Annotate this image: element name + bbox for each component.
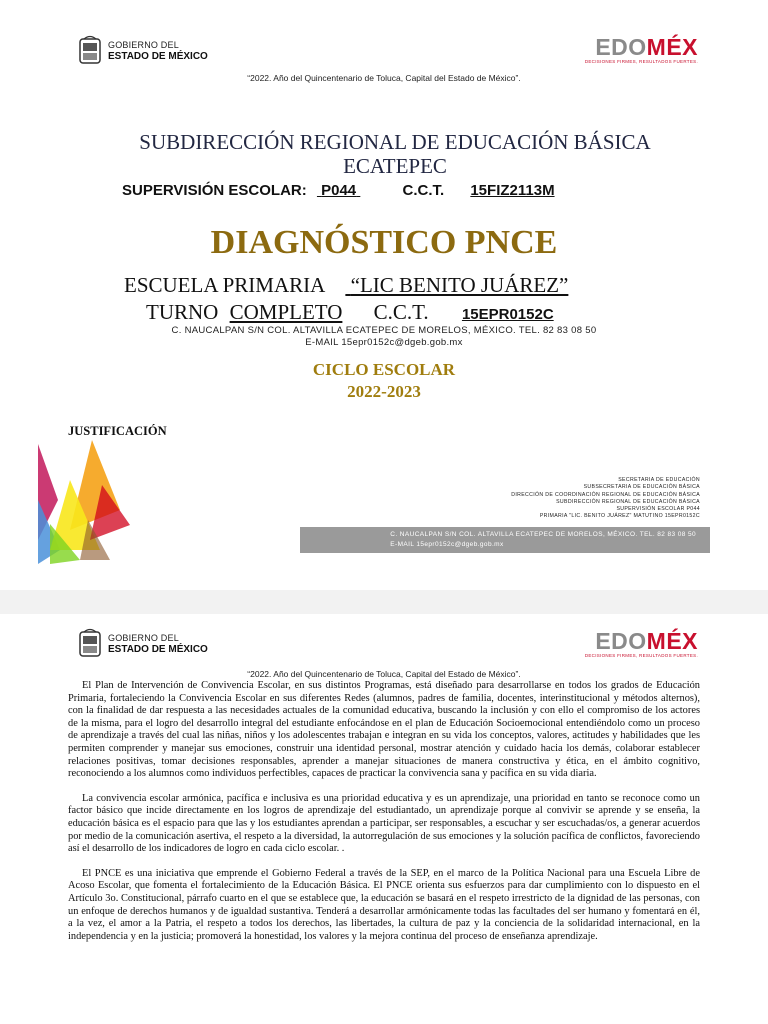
school-cct: 15EPR0152C xyxy=(461,306,554,323)
school-cct-label: C.C.T. xyxy=(373,300,429,324)
band-address: C. NAUCALPAN S/N COL. ALTAVILLA ECATEPEC DE MORELOS, MÉXICO. TEL. 82 83 08 50 xyxy=(390,531,696,538)
office-line: DIRECCIÓN DE COORDINACIÓN REGIONAL DE EDUCACIÓN BÁSICA xyxy=(511,491,700,498)
office-line: SECRETARIA DE EDUCACIÓN xyxy=(618,477,700,483)
edomex-logo xyxy=(585,36,698,64)
body-paragraph: El Plan de Intervención de Convivencia Escolar, en sus distintos Programas, está diseñado para desarrollarse en todos los grados de Educación Primaria, fortaleciendo la Convivencia Escolar en sus diferentes Redes (alumnos, padres de familia, docentes, interinstitucional y métodos alternos), con la finalidad de dar respuesta a las necesidades actuales de la comunidad educativa, buscando la inclusión y con ello el compromiso de los actores de la misma, para el logro del desarrollo integral del estudiante enfocándose en el plan de Educación Socioemocional entendiéndolo como un proceso de aprendizaje a través del cual las niñas, niños y los adolescentes trabajan e integran en su vida los conceptos, valores, actitudes y habilidades que les permiten comprender y manejar sus emociones, construir una identidad personal, mostrar atención y cuidado hacia los demás, colaborar establecer relaciones positivas, tomar decisiones responsables, aprender a manejar situaciones de manera constructiva y ética, en el ámbito cognitivo, reconociendo a los alumnos como individuos perfectibles, capaces de practicar la convivencia sana y pacífica en su vida diaria. xyxy=(68,680,700,780)
footer-band-text xyxy=(390,530,696,550)
escuela-label: ESCUELA PRIMARIA xyxy=(124,273,325,297)
school-address: C. NAUCALPAN S/N COL. ALTAVILLA ECATEPEC DE MORELOS, MÉXICO. TEL. 82 83 08 50 xyxy=(171,325,597,336)
supervision-cct: 15FIZ2113M xyxy=(470,182,555,199)
body-paragraph: El PNCE es una iniciativa que emprende el Gobierno Federal a través de la SEP, en el marco de la Política Nacional para una Escuela Libre de Acoso Escolar, que fomenta el fortalecimiento de la Educación Básica. El PNCE orienta sus esfuerzos para dar cumplimiento con lo dispuesto en el Artículo 3o. Constitucional, párrafo cuarto en el que se establece que, la educación se basará en el respeto irrestricto de la dignidad de las personas, con un enfoque de derechos humanos y de igualdad sustantiva. Tenderá a desarrollar armónicamente todas las facultades del ser humano y fomentará en él, a la vez, el amor a la Patria, el respeto a todos los derechos, las libertades, la cultura de paz y la conciencia de la solidaridad internacional, en la independencia y en la justicia; promoverá la honestidad, los valores y la mejora continua del proceso de enseñanza aprendizaje. xyxy=(68,867,700,942)
escuela-name: “LIC BENITO JUÁREZ” xyxy=(350,273,569,297)
office-line: SUPERVISIÓN ESCOLAR P044 xyxy=(616,506,700,513)
gov-logo-line1: GOBIERNO DEL xyxy=(108,633,179,643)
edomex-logo xyxy=(585,630,698,658)
subdireccion-line2: ECATEPEC xyxy=(343,154,447,178)
gov-logo-line1: GOBIERNO DEL xyxy=(108,40,179,50)
year-motto: “2022. Año del Quincentenario de Toluca, Capital del Estado de México”. xyxy=(247,73,521,83)
state-seal-icon xyxy=(78,628,102,660)
supervision-value: P044 xyxy=(321,182,357,199)
office-hierarchy-block xyxy=(511,477,700,521)
page-separator xyxy=(0,590,768,614)
edomex-word-a: EDO xyxy=(595,34,647,60)
year-motto: “2022. Año del Quincentenario de Toluca, Capital del Estado de México”. xyxy=(247,669,521,679)
band-email: E-MAIL 15epr0152c@dgeb.gob.mx xyxy=(390,541,504,548)
escuela-line xyxy=(124,273,568,298)
body-paragraph: La convivencia escolar armónica, pacífica e inclusiva es una prioridad educativa y es un aprendizaje, una prioridad en tanto se reconoce como un factor básico que incide directamente en los logros de aprendizaje del estudiantado, un aprendizaje porque al convivir se aprende y se enseña, la educación básica es el espacio para que las y los estudiantes aprendan a participar, ser responsables, a escuchar y ser escuchadas/os, a generar acuerdos por medio de la comunicación asertiva, el respeto a la diversidad, la autorregulación de sus emociones y la solución pacífica de conflictos, favoreciendo así el desarrollo de los indicadores de logro en cada ciclo escolar. . xyxy=(68,792,700,855)
office-line: SUBSECRETARIA DE EDUCACIÓN BÁSICA xyxy=(583,484,700,491)
turno-line xyxy=(146,300,554,325)
edomex-word-b: MÉX xyxy=(646,34,698,60)
edomex-tagline: DECISIONES FIRMES, RESULTADOS FUERTES. xyxy=(584,59,698,64)
school-email: E-MAIL 15epr0152c@dgeb.gob.mx xyxy=(305,337,463,348)
turno-label: TURNO xyxy=(146,300,219,324)
gov-logo-line2: ESTADO DE MÉXICO xyxy=(108,51,208,62)
edomex-word-a: EDO xyxy=(595,628,647,654)
edomex-word-b: MÉX xyxy=(646,628,698,654)
justificacion-heading: JUSTIFICACIÓN xyxy=(68,424,167,438)
ciclo-value: 2022-2023 xyxy=(347,382,421,401)
cct-label: C.C.T. xyxy=(402,182,445,199)
subdireccion-line1: SUBDIRECCIÓN REGIONAL DE EDUCACIÓN BÁSICA xyxy=(139,130,651,154)
document-page-2 xyxy=(0,614,768,1024)
office-line: SUBDIRECCIÓN REGIONAL DE EDUCACIÓN BÁSICA xyxy=(556,498,700,505)
gov-logo-line2: ESTADO DE MÉXICO xyxy=(108,644,208,655)
supervision-line xyxy=(122,182,555,199)
turno-value: COMPLETO xyxy=(229,300,343,324)
state-seal-icon xyxy=(78,35,102,67)
gobierno-estado-mexico-logo xyxy=(78,35,208,67)
ciclo-label: CICLO ESCOLAR xyxy=(312,360,456,379)
decorative-triangles-graphic xyxy=(30,440,150,569)
gobierno-estado-mexico-logo xyxy=(78,628,208,660)
document-title: DIAGNÓSTICO PNCE xyxy=(210,224,558,261)
supervision-label: SUPERVISIÓN ESCOLAR: xyxy=(122,182,307,199)
justification-body xyxy=(68,680,700,955)
edomex-tagline: DECISIONES FIRMES, RESULTADOS FUERTES. xyxy=(584,653,698,658)
office-line: PRIMARIA "LIC. BENITO JUÁREZ" MATUTINO 15EPR0152C xyxy=(539,513,700,520)
